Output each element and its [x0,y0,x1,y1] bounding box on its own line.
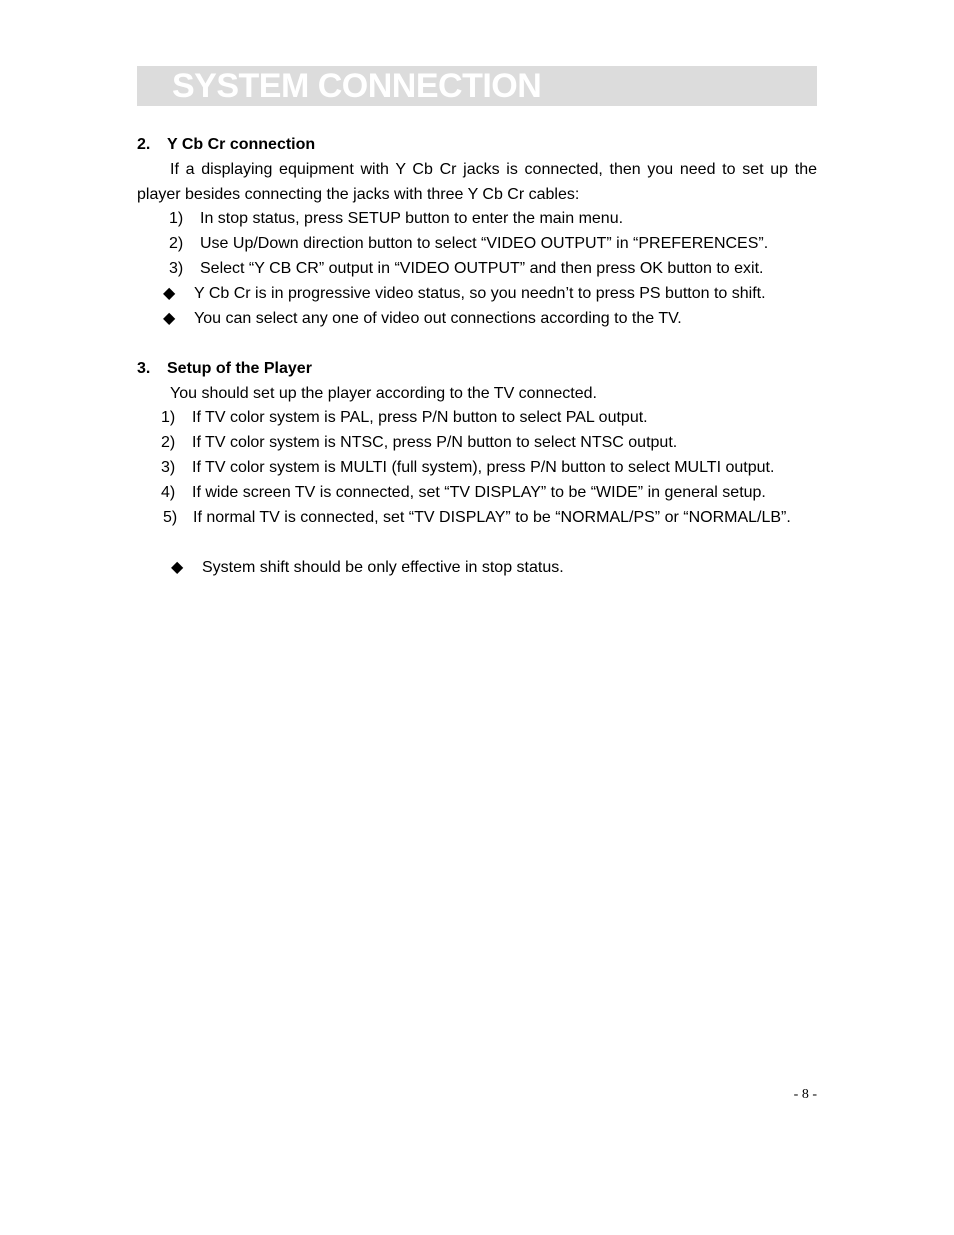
section-3-intro: You should set up the player according to the TV connected. [170,385,597,402]
page-number: - 8 - [793,1087,817,1102]
section-3-note: System shift should be only effective in stop status. [202,559,564,576]
page-title: SYSTEM CONNECTION [172,67,542,105]
section-2-step-text: Select “Y CB CR” output in “VIDEO OUTPUT” and then press OK button to exit. [200,260,764,277]
diamond-bullet-icon: ◆ [163,310,176,327]
section-3-step-number: 4) [161,484,176,501]
section-3-step-text: If TV color system is NTSC, press P/N button to select NTSC output. [192,434,678,451]
diamond-bullet-icon: ◆ [163,285,176,302]
section-2-step-text: Use Up/Down direction button to select “VIDEO OUTPUT” in “PREFERENCES”. [200,235,769,252]
section-2-note: Y Cb Cr is in progressive video status, so you needn’t to press PS button to shift. [194,285,766,302]
section-3-step-text: If TV color system is MULTI (full system), press P/N button to select MULTI output. [192,459,775,476]
section-2-note: You can select any one of video out connections according to the TV. [194,310,682,327]
section-3-step-text: If TV color system is PAL, press P/N button to select PAL output. [192,409,648,426]
section-3-step-text: If wide screen TV is connected, set “TV DISPLAY” to be “WIDE” in general setup. [192,484,766,501]
section-2-step-number: 1) [169,210,184,227]
section-2-step-number: 2) [169,235,184,252]
section-2-intro: If a displaying equipment with Y Cb Cr jacks is connected, then you need to set up the player besides connecting the jacks with three Y Cb Cr cables: [137,161,817,203]
section-2-heading: Y Cb Cr connection [167,136,316,153]
section-title-banner [137,66,817,106]
section-3-number: 3. [137,360,151,377]
section-3-step-number: 1) [161,409,176,426]
section-3-step-number: 3) [161,459,176,476]
section-2-step-number: 3) [169,260,184,277]
section-3-step-text: If normal TV is connected, set “TV DISPLAY” to be “NORMAL/PS” or “NORMAL/LB”. [193,509,791,526]
section-3-step-number: 5) [163,509,178,526]
section-2-number: 2. [137,136,151,153]
section-2-step-text: In stop status, press SETUP button to enter the main menu. [200,210,624,227]
section-3-step-number: 2) [161,434,176,451]
diamond-bullet-icon: ◆ [171,559,184,576]
section-3-heading: Setup of the Player [167,360,312,377]
